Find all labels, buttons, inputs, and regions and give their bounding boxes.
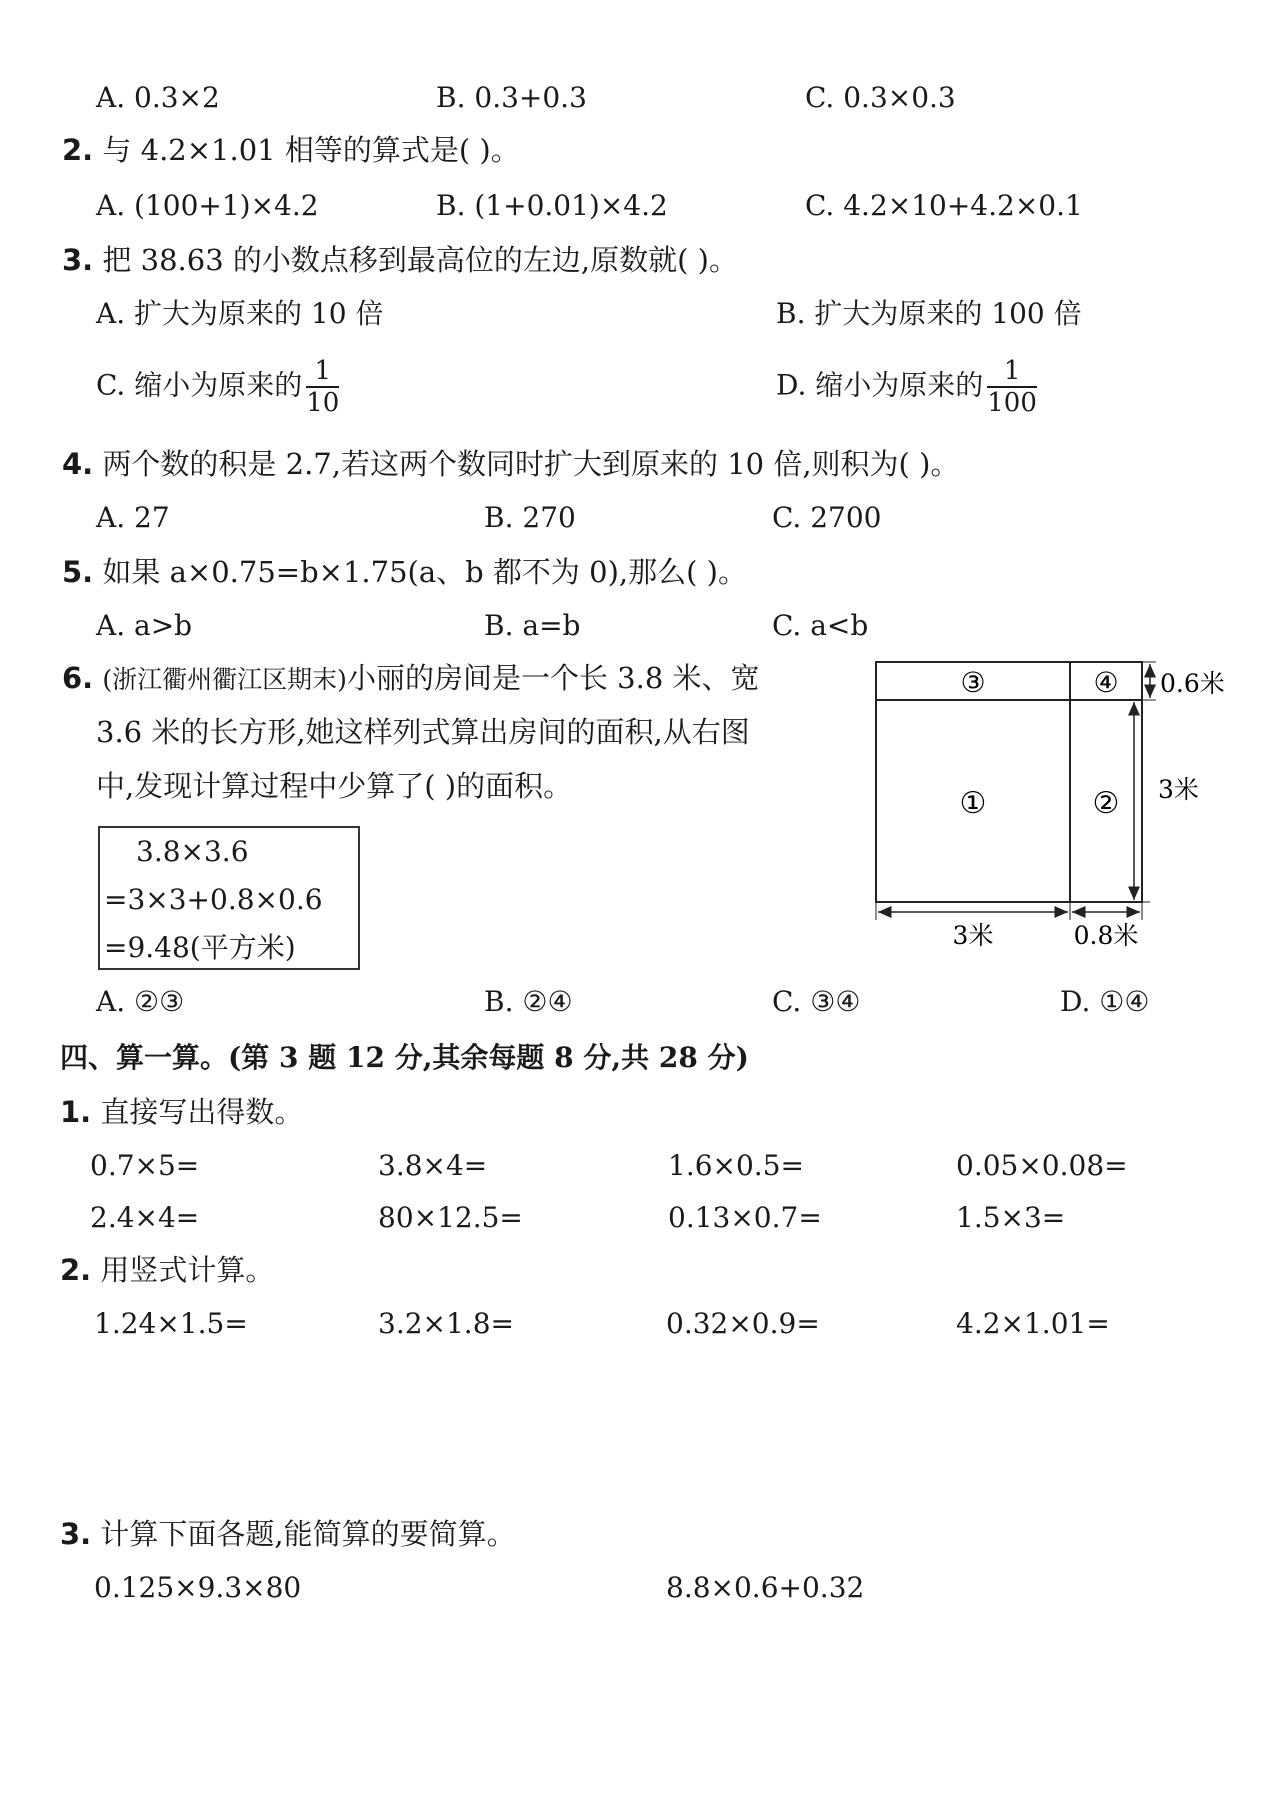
q6-room-figure [860,650,1260,950]
s4-p1-item: 1.6×0.5= [668,1149,804,1182]
q6-option-b: B. ②④ [484,985,573,1018]
q3-option-b: B. 扩大为原来的 100 倍 [776,297,1082,330]
s4-p1-item: 0.7×5= [90,1149,200,1182]
q3-stem-text: 把 38.63 的小数点移到最高位的左边,原数就( )。 [102,243,738,277]
q6-option-d: D. ①④ [1060,985,1150,1018]
q2-stem-text: 与 4.2×1.01 相等的算式是( )。 [102,133,520,167]
region-1-label: ① [959,786,987,821]
dim-label-right: 3米 [1158,775,1199,804]
q4-option-b: B. 270 [484,501,576,534]
q3-stem [62,242,738,278]
q3-option-d-fraction [987,358,1037,416]
s4-p2-item: 1.24×1.5= [94,1307,248,1340]
region-2-label: ② [1092,786,1120,821]
fraction-numerator: 1 [306,358,339,388]
s4-p2-number: 2. [60,1253,92,1287]
q2-stem [62,132,520,168]
q6-stem-line3: 中,发现计算过程中少算了( )的面积。 [96,769,573,803]
dim-label-top-right: 0.6米 [1160,669,1225,698]
q6-stem-text-1: 小丽的房间是一个长 3.8 米、宽 [346,661,760,695]
q5-stem-text: 如果 a×0.75=b×1.75(a、b 都不为 0),那么( )。 [102,555,747,589]
s4-p3-item: 8.8×0.6+0.32 [666,1571,865,1604]
q3-number: 3. [62,243,94,277]
q2-option-b: B. (1+0.01)×4.2 [436,189,668,222]
s4-p1-item: 3.8×4= [378,1149,488,1182]
q6-option-c: C. ③④ [772,985,861,1018]
section-4-title: 四、算一算。(第 3 题 12 分,其余每题 8 分,共 28 分) [60,1041,749,1074]
q5-option-b: B. a=b [484,609,581,642]
s4-p2-item: 4.2×1.01= [956,1307,1110,1340]
q3-option-c-text: C. 缩小为原来的 [96,368,303,402]
s4-p1-number: 1. [60,1095,92,1129]
region-4-label: ④ [1093,666,1119,699]
s4-p2-item: 3.2×1.8= [378,1307,514,1340]
fraction-numerator: 1 [987,358,1037,388]
q1-option-b: B. 0.3+0.3 [436,81,587,114]
q3-option-d [776,358,1037,416]
q3-option-c [96,358,339,416]
s4-p2-title-text: 用竖式计算。 [100,1253,275,1287]
s4-p2-title [60,1252,274,1288]
s4-p1-item: 80×12.5= [378,1201,523,1234]
fraction-denominator: 10 [306,388,340,418]
q6-calculation-box [98,826,360,970]
s4-p3-item: 0.125×9.3×80 [94,1571,302,1604]
q6-stem-line2: 3.6 米的长方形,她这样列式算出房间的面积,从右图 [96,715,750,749]
q3-option-d-text: D. 缩小为原来的 [776,368,984,402]
s4-p2-item: 0.32×0.9= [666,1307,820,1340]
region-3-label: ③ [960,666,986,699]
q5-option-c: C. a<b [772,609,869,642]
q1-option-c: C. 0.3×0.3 [805,81,956,114]
q1-option-a: A. 0.3×2 [96,81,220,114]
q4-stem-text: 两个数的积是 2.7,若这两个数同时扩大到原来的 10 倍,则积为( )。 [102,447,960,481]
q4-option-a: A. 27 [96,501,170,534]
s4-p3-title [60,1516,516,1552]
q2-number: 2. [62,133,94,167]
q2-option-a: A. (100+1)×4.2 [96,189,319,222]
fraction-denominator: 100 [987,388,1037,418]
dim-label-bottom-right: 0.8米 [1073,921,1139,950]
s4-p1-item: 1.5×3= [956,1201,1066,1234]
q4-number: 4. [62,447,94,481]
s4-p3-number: 3. [60,1517,92,1551]
q6-option-a: A. ②③ [96,985,185,1018]
q4-stem [62,446,959,482]
q5-number: 5. [62,555,94,589]
q6-number: 6. [62,661,94,695]
s4-p1-title-text: 直接写出得数。 [100,1095,304,1129]
q3-option-c-fraction [306,358,339,416]
q3-option-a: A. 扩大为原来的 10 倍 [96,297,384,330]
s4-p1-title [60,1094,303,1130]
q6-stem-line1 [62,660,760,698]
q2-option-c: C. 4.2×10+4.2×0.1 [805,189,1083,222]
s4-p1-item: 0.05×0.08= [956,1149,1128,1182]
s4-p1-item: 2.4×4= [90,1201,200,1234]
dim-label-bottom-left: 3米 [952,921,994,950]
q6-source: (浙江衢州衢江区期末) [102,665,347,694]
calc-line-3: =9.48(平方米) [104,931,296,964]
calc-line-1: 3.8×3.6 [136,835,249,868]
q5-stem [62,554,747,590]
s4-p1-item: 0.13×0.7= [668,1201,822,1234]
q5-option-a: A. a>b [96,609,193,642]
calc-line-2: =3×3+0.8×0.6 [104,883,323,916]
q4-option-c: C. 2700 [772,501,882,534]
s4-p3-title-text: 计算下面各题,能简算的要简算。 [100,1517,516,1551]
